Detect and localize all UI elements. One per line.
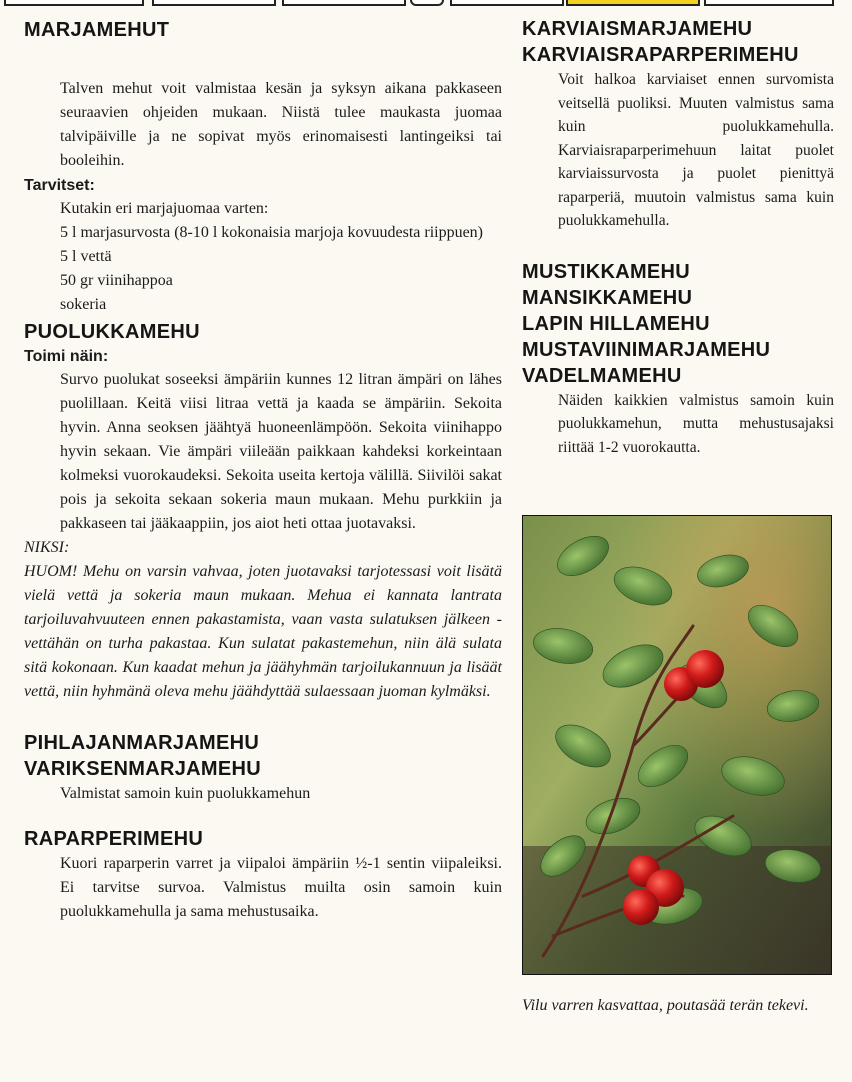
photo-caption: Vilu varren kasvattaa, poutasää terän tekevi.: [522, 997, 809, 1014]
puolukkamehu-body: Survo puolukat soseeksi ämpäriin kunnes 12 litran ämpäri on lähes puolillaan. Keitä viisi litraa vettä ja kaada se ämpäriin. Sekoita hyvin. Anna seoksen jäähtyä huoneenlämpöön. Sekoita viinihappo hyvin sekaan. Vie ämpäri viileään paikkaan kahdeksi korkeintaan kolmeksi vuorokaudeksi. Sekoita useita kertoja välillä. Siivilöi sakat pois ja sekoita sekaan sokeria maun mukaan. Mehu purkkiin ja pakkaseen tai jääkaappiin, jos aiot heti ottaa juotavaksi.: [60, 371, 502, 532]
pihlaja-body: Valmistat samoin kuin puolukkamehun: [60, 785, 311, 802]
ingredient-item: 50 gr viinihappoa: [60, 272, 173, 289]
marjamehut-title: MARJAMEHUT: [24, 19, 170, 41]
vadelmamehu-title: VADELMAMEHU: [522, 364, 682, 387]
ingredient-list: [24, 197, 502, 317]
muut-mehut-body: Näiden kaikkien valmistus samoin kuin puolukkamehun, mutta mehustusajaksi riittää 1-2 vuorokautta.: [558, 391, 834, 456]
niksi-label: NIKSI:: [24, 539, 70, 556]
karviais-body: Voit halkoa karviaiset ennen survomista veitsellä puoliksi. Muuten valmistus sama kuin puolukkamehulla. Karviaisraparperimehuun laitat puolet karviaissurvosta ja puolet pienittyä raparperiä, muutoin valmistus sama kuin puolukkamehulla.: [558, 71, 834, 229]
puolukkamehu-title: PUOLUKKAMEHU: [24, 321, 200, 343]
right-column: [522, 0, 834, 459]
ingredient-item: Kutakin eri marjajuomaa varten:: [60, 200, 269, 217]
ingredient-item: 5 l vettä: [60, 248, 112, 265]
variksenmarjamehu-title: VARIKSENMARJAMEHU: [24, 758, 261, 780]
left-column: [24, 0, 502, 924]
lingonberry-photo: [522, 515, 832, 975]
ingredient-item: sokeria: [60, 296, 107, 313]
toimi-label: Toimi näin:: [24, 348, 109, 365]
raparperimehu-title: RAPARPERIMEHU: [24, 828, 204, 850]
raparperimehu-body: Kuori raparperin varret ja viipaloi ämpäriin ½-1 sentin viipaleiksi. Ei tarvitse survoa. Valmistus muilta osin samoin kuin puolukkamehulla ja sama mehustusaika.: [60, 855, 502, 920]
muut-mehut-titles: [522, 259, 834, 389]
karviaisraparperimehu-title: KARVIAISRAPARPERIMEHU: [522, 44, 799, 66]
karviaismarjamehu-title: KARVIAISMARJAMEHU: [522, 18, 753, 40]
pihlajanmarjamehu-title: PIHLAJANMARJAMEHU: [24, 732, 260, 754]
mustaviinimarjamehu-title: MUSTAVIINIMARJAMEHU: [522, 338, 771, 361]
lapin-hillamehu-title: LAPIN HILLAMEHU: [522, 312, 710, 335]
niksi-body: HUOM! Mehu on varsin vahvaa, joten juotavaksi tarjotessasi voit lisätä vielä vettä ja sokeria maun mukaan. Mehua ei kannata lantrata tarjoiluvahvuuteen ennen pakastamista, vaan vasta sulatuksen jälkeen - vettähän on turha pakastaa. Kun sulatat pakastemehun, niin älä sulata sitä kokonaan. Kun kaadat mehun ja jäähyhmän tarjoilukannuun ja lisäät vettä, niin hyhmänä oleva mehu jäähdyttää sulaessaan juoman kylmäksi.: [24, 563, 502, 700]
tarvitset-label: Tarvitset:: [24, 177, 95, 194]
marjamehut-intro: Talven mehut voit valmistaa kesän ja syksyn aikana pakkaseen seuraavien ohjeiden mukaan. Niistä tulee maukasta juomaa talvipäiville ja ne sopivat myös erinomaisesti lantingeiksi tai booleihin.: [60, 80, 502, 169]
ingredient-item: 5 l marjasurvosta (8-10 l kokonaisia marjoja kovuudesta riippuen): [60, 224, 484, 241]
mansikkamehu-title: MANSIKKAMEHU: [522, 286, 693, 309]
mustikkamehu-title: MUSTIKKAMEHU: [522, 260, 691, 283]
